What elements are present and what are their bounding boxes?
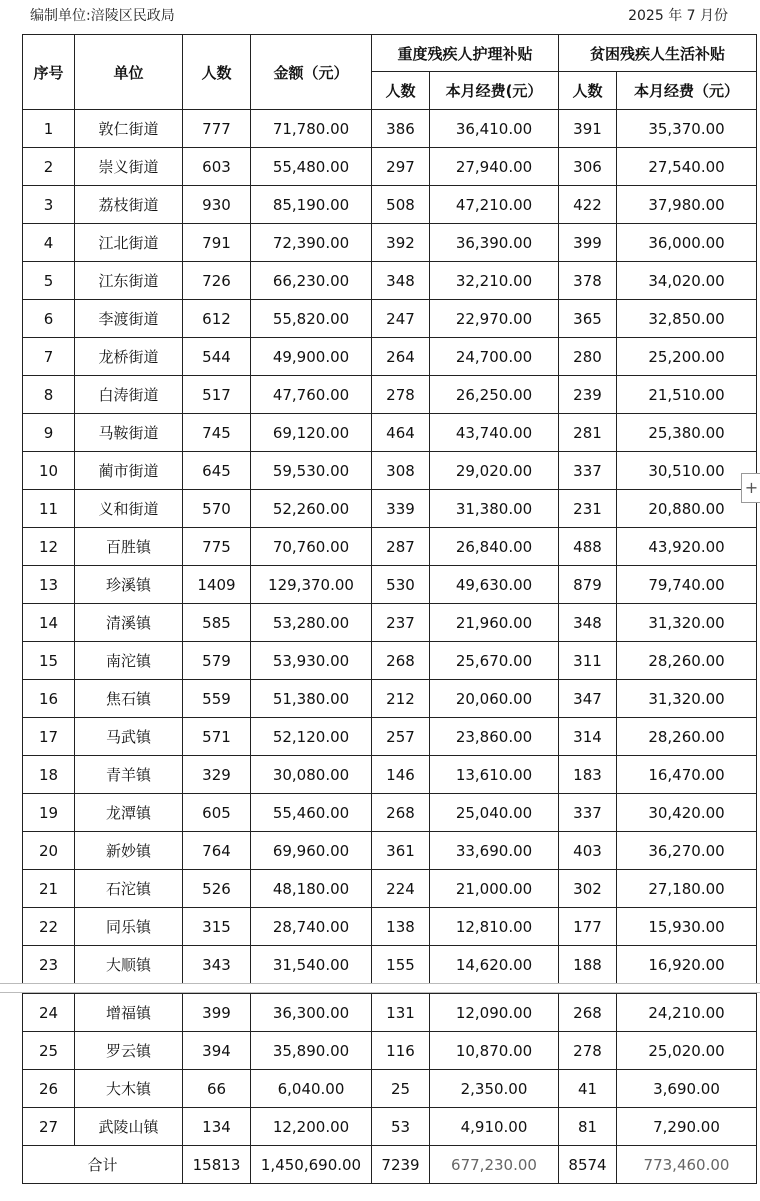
row-living-count: 278	[559, 1032, 617, 1070]
table-row	[23, 946, 757, 984]
row-seq: 23	[23, 946, 75, 984]
total-living-count: 8574	[559, 1146, 617, 1184]
table-row	[23, 604, 757, 642]
row-care-count: 116	[372, 1032, 430, 1070]
row-unit: 珍溪镇	[75, 566, 183, 604]
row-count: 66	[183, 1070, 251, 1108]
row-count: 791	[183, 224, 251, 262]
row-count: 612	[183, 300, 251, 338]
row-living-count: 422	[559, 186, 617, 224]
row-seq: 25	[23, 1032, 75, 1070]
row-care-cost: 43,740.00	[430, 414, 559, 452]
header-living-count: 人数	[559, 72, 617, 110]
row-care-cost: 20,060.00	[430, 680, 559, 718]
row-care-cost: 29,020.00	[430, 452, 559, 490]
table-row	[23, 300, 757, 338]
row-care-cost: 33,690.00	[430, 832, 559, 870]
row-living-cost: 37,980.00	[617, 186, 757, 224]
row-seq: 27	[23, 1108, 75, 1146]
table-row	[23, 680, 757, 718]
row-amount: 55,480.00	[251, 148, 372, 186]
row-care-count: 268	[372, 794, 430, 832]
page-break	[0, 983, 760, 993]
row-count: 645	[183, 452, 251, 490]
row-living-count: 41	[559, 1070, 617, 1108]
row-living-cost: 36,270.00	[617, 832, 757, 870]
row-living-count: 81	[559, 1108, 617, 1146]
header-care-count: 人数	[372, 72, 430, 110]
row-seq: 4	[23, 224, 75, 262]
row-amount: 52,120.00	[251, 718, 372, 756]
row-unit: 焦石镇	[75, 680, 183, 718]
header-living-subsidy: 贫困残疾人生活补贴	[559, 35, 757, 72]
row-living-cost: 20,880.00	[617, 490, 757, 528]
row-living-cost: 28,260.00	[617, 642, 757, 680]
row-care-cost: 25,040.00	[430, 794, 559, 832]
row-seq: 18	[23, 756, 75, 794]
row-living-count: 399	[559, 224, 617, 262]
row-living-count: 311	[559, 642, 617, 680]
row-care-cost: 21,000.00	[430, 870, 559, 908]
row-seq: 17	[23, 718, 75, 756]
row-living-count: 183	[559, 756, 617, 794]
table-row	[23, 832, 757, 870]
row-seq: 22	[23, 908, 75, 946]
row-unit: 江东街道	[75, 262, 183, 300]
row-seq: 8	[23, 376, 75, 414]
total-row	[23, 1146, 757, 1184]
row-care-cost: 26,250.00	[430, 376, 559, 414]
row-living-count: 365	[559, 300, 617, 338]
total-care-cost: 677,230.00	[430, 1146, 559, 1184]
row-living-cost: 27,180.00	[617, 870, 757, 908]
row-care-count: 268	[372, 642, 430, 680]
row-unit: 增福镇	[75, 994, 183, 1032]
row-amount: 36,300.00	[251, 994, 372, 1032]
row-seq: 15	[23, 642, 75, 680]
row-unit: 龙潭镇	[75, 794, 183, 832]
row-amount: 72,390.00	[251, 224, 372, 262]
row-amount: 31,540.00	[251, 946, 372, 984]
row-count: 571	[183, 718, 251, 756]
table-row	[23, 224, 757, 262]
row-count: 1409	[183, 566, 251, 604]
table-row	[23, 908, 757, 946]
row-count: 526	[183, 870, 251, 908]
row-amount: 70,760.00	[251, 528, 372, 566]
row-count: 343	[183, 946, 251, 984]
row-count: 775	[183, 528, 251, 566]
subsidy-table	[22, 34, 757, 984]
row-amount: 12,200.00	[251, 1108, 372, 1146]
row-count: 585	[183, 604, 251, 642]
row-living-count: 347	[559, 680, 617, 718]
row-living-count: 391	[559, 110, 617, 148]
row-amount: 71,780.00	[251, 110, 372, 148]
row-unit: 罗云镇	[75, 1032, 183, 1070]
row-living-count: 348	[559, 604, 617, 642]
row-care-cost: 2,350.00	[430, 1070, 559, 1108]
compiling-unit: 编制单位:涪陵区民政局	[30, 8, 175, 24]
row-care-cost: 31,380.00	[430, 490, 559, 528]
row-amount: 53,280.00	[251, 604, 372, 642]
row-care-count: 392	[372, 224, 430, 262]
table-row	[23, 148, 757, 186]
row-amount: 55,820.00	[251, 300, 372, 338]
row-count: 134	[183, 1108, 251, 1146]
header-count: 人数	[183, 35, 251, 110]
row-living-count: 306	[559, 148, 617, 186]
row-living-cost: 31,320.00	[617, 680, 757, 718]
row-unit: 大顺镇	[75, 946, 183, 984]
row-care-count: 247	[372, 300, 430, 338]
row-living-count: 337	[559, 794, 617, 832]
subsidy-table-continued	[22, 993, 757, 1184]
table-row	[23, 870, 757, 908]
row-amount: 55,460.00	[251, 794, 372, 832]
row-care-cost: 47,210.00	[430, 186, 559, 224]
row-seq: 12	[23, 528, 75, 566]
row-amount: 51,380.00	[251, 680, 372, 718]
row-living-count: 280	[559, 338, 617, 376]
table-row	[23, 794, 757, 832]
row-living-cost: 36,000.00	[617, 224, 757, 262]
row-amount: 6,040.00	[251, 1070, 372, 1108]
row-care-cost: 23,860.00	[430, 718, 559, 756]
row-unit: 百胜镇	[75, 528, 183, 566]
row-care-count: 308	[372, 452, 430, 490]
row-care-cost: 24,700.00	[430, 338, 559, 376]
table-row	[23, 528, 757, 566]
row-care-count: 508	[372, 186, 430, 224]
row-seq: 3	[23, 186, 75, 224]
table-row	[23, 1070, 757, 1108]
row-unit: 大木镇	[75, 1070, 183, 1108]
table-row	[23, 262, 757, 300]
row-unit: 新妙镇	[75, 832, 183, 870]
header-amount: 金额（元）	[251, 35, 372, 110]
row-living-cost: 31,320.00	[617, 604, 757, 642]
row-seq: 21	[23, 870, 75, 908]
row-amount: 47,760.00	[251, 376, 372, 414]
row-seq: 24	[23, 994, 75, 1032]
row-unit: 石沱镇	[75, 870, 183, 908]
row-amount: 30,080.00	[251, 756, 372, 794]
row-care-cost: 13,610.00	[430, 756, 559, 794]
row-unit: 李渡街道	[75, 300, 183, 338]
row-unit: 蔺市街道	[75, 452, 183, 490]
row-living-cost: 27,540.00	[617, 148, 757, 186]
row-care-count: 348	[372, 262, 430, 300]
row-care-count: 25	[372, 1070, 430, 1108]
row-living-count: 239	[559, 376, 617, 414]
table-row	[23, 338, 757, 376]
row-amount: 69,120.00	[251, 414, 372, 452]
row-care-count: 464	[372, 414, 430, 452]
table-row	[23, 994, 757, 1032]
row-care-cost: 21,960.00	[430, 604, 559, 642]
table-row	[23, 642, 757, 680]
row-care-count: 361	[372, 832, 430, 870]
row-count: 777	[183, 110, 251, 148]
row-care-count: 278	[372, 376, 430, 414]
row-count: 745	[183, 414, 251, 452]
row-care-cost: 27,940.00	[430, 148, 559, 186]
row-living-count: 302	[559, 870, 617, 908]
row-unit: 白涛街道	[75, 376, 183, 414]
row-seq: 14	[23, 604, 75, 642]
row-count: 544	[183, 338, 251, 376]
row-living-count: 337	[559, 452, 617, 490]
row-living-cost: 21,510.00	[617, 376, 757, 414]
row-seq: 6	[23, 300, 75, 338]
row-care-cost: 36,390.00	[430, 224, 559, 262]
row-living-count: 231	[559, 490, 617, 528]
row-care-cost: 12,810.00	[430, 908, 559, 946]
row-living-cost: 79,740.00	[617, 566, 757, 604]
row-count: 570	[183, 490, 251, 528]
row-seq: 20	[23, 832, 75, 870]
row-seq: 9	[23, 414, 75, 452]
total-count: 15813	[183, 1146, 251, 1184]
table-row	[23, 756, 757, 794]
row-living-count: 177	[559, 908, 617, 946]
row-care-count: 530	[372, 566, 430, 604]
table-row	[23, 186, 757, 224]
table-row	[23, 110, 757, 148]
row-living-cost: 43,920.00	[617, 528, 757, 566]
row-living-cost: 34,020.00	[617, 262, 757, 300]
row-amount: 48,180.00	[251, 870, 372, 908]
row-care-cost: 36,410.00	[430, 110, 559, 148]
row-count: 764	[183, 832, 251, 870]
row-amount: 49,900.00	[251, 338, 372, 376]
row-care-count: 386	[372, 110, 430, 148]
row-care-count: 257	[372, 718, 430, 756]
row-care-cost: 25,670.00	[430, 642, 559, 680]
table-row	[23, 1108, 757, 1146]
row-living-count: 378	[559, 262, 617, 300]
row-amount: 53,930.00	[251, 642, 372, 680]
header-unit: 单位	[75, 35, 183, 110]
row-unit: 马武镇	[75, 718, 183, 756]
table-row	[23, 1032, 757, 1070]
row-seq: 19	[23, 794, 75, 832]
table-row	[23, 414, 757, 452]
row-care-count: 138	[372, 908, 430, 946]
table-row	[23, 490, 757, 528]
row-care-cost: 10,870.00	[430, 1032, 559, 1070]
row-living-cost: 32,850.00	[617, 300, 757, 338]
row-count: 726	[183, 262, 251, 300]
row-care-count: 297	[372, 148, 430, 186]
row-amount: 129,370.00	[251, 566, 372, 604]
row-count: 930	[183, 186, 251, 224]
row-count: 559	[183, 680, 251, 718]
row-living-cost: 30,420.00	[617, 794, 757, 832]
row-care-cost: 14,620.00	[430, 946, 559, 984]
row-seq: 2	[23, 148, 75, 186]
row-living-count: 281	[559, 414, 617, 452]
row-seq: 16	[23, 680, 75, 718]
row-amount: 28,740.00	[251, 908, 372, 946]
row-care-count: 146	[372, 756, 430, 794]
row-living-count: 268	[559, 994, 617, 1032]
row-amount: 59,530.00	[251, 452, 372, 490]
row-count: 605	[183, 794, 251, 832]
row-living-cost: 25,020.00	[617, 1032, 757, 1070]
row-care-cost: 4,910.00	[430, 1108, 559, 1146]
row-living-count: 188	[559, 946, 617, 984]
total-living-cost: 773,460.00	[617, 1146, 757, 1184]
row-living-count: 879	[559, 566, 617, 604]
row-care-count: 224	[372, 870, 430, 908]
row-living-cost: 7,290.00	[617, 1108, 757, 1146]
row-count: 399	[183, 994, 251, 1032]
row-care-cost: 49,630.00	[430, 566, 559, 604]
row-unit: 龙桥街道	[75, 338, 183, 376]
row-count: 603	[183, 148, 251, 186]
row-care-count: 264	[372, 338, 430, 376]
row-seq: 5	[23, 262, 75, 300]
row-count: 579	[183, 642, 251, 680]
row-living-count: 314	[559, 718, 617, 756]
row-amount: 69,960.00	[251, 832, 372, 870]
row-care-count: 237	[372, 604, 430, 642]
row-care-count: 212	[372, 680, 430, 718]
row-care-cost: 12,090.00	[430, 994, 559, 1032]
table-row	[23, 452, 757, 490]
row-unit: 义和街道	[75, 490, 183, 528]
row-seq: 11	[23, 490, 75, 528]
row-seq: 26	[23, 1070, 75, 1108]
row-care-count: 53	[372, 1108, 430, 1146]
row-living-cost: 16,470.00	[617, 756, 757, 794]
row-amount: 66,230.00	[251, 262, 372, 300]
row-unit: 江北街道	[75, 224, 183, 262]
header-seq: 序号	[23, 35, 75, 110]
row-unit: 南沱镇	[75, 642, 183, 680]
row-living-count: 403	[559, 832, 617, 870]
row-unit: 同乐镇	[75, 908, 183, 946]
row-unit: 崇义街道	[75, 148, 183, 186]
row-seq: 1	[23, 110, 75, 148]
row-living-cost: 30,510.00	[617, 452, 757, 490]
row-seq: 10	[23, 452, 75, 490]
row-living-cost: 3,690.00	[617, 1070, 757, 1108]
row-living-cost: 35,370.00	[617, 110, 757, 148]
row-amount: 52,260.00	[251, 490, 372, 528]
row-care-cost: 32,210.00	[430, 262, 559, 300]
add-row-button[interactable]: +	[741, 473, 760, 503]
header-living-cost: 本月经费（元）	[617, 72, 757, 110]
row-count: 315	[183, 908, 251, 946]
row-unit: 青羊镇	[75, 756, 183, 794]
row-count: 394	[183, 1032, 251, 1070]
table-row	[23, 566, 757, 604]
row-care-count: 131	[372, 994, 430, 1032]
report-month: 2025 年 7 月份	[628, 8, 728, 24]
row-unit: 敦仁街道	[75, 110, 183, 148]
table-row	[23, 718, 757, 756]
row-living-cost: 24,210.00	[617, 994, 757, 1032]
row-living-count: 488	[559, 528, 617, 566]
row-living-cost: 25,200.00	[617, 338, 757, 376]
row-care-count: 155	[372, 946, 430, 984]
header-care-cost: 本月经费(元）	[430, 72, 559, 110]
row-living-cost: 28,260.00	[617, 718, 757, 756]
total-care-count: 7239	[372, 1146, 430, 1184]
row-living-cost: 15,930.00	[617, 908, 757, 946]
row-amount: 35,890.00	[251, 1032, 372, 1070]
row-unit: 荔枝街道	[75, 186, 183, 224]
row-seq: 13	[23, 566, 75, 604]
total-amount: 1,450,690.00	[251, 1146, 372, 1184]
table-row	[23, 376, 757, 414]
row-amount: 85,190.00	[251, 186, 372, 224]
row-count: 329	[183, 756, 251, 794]
row-care-cost: 26,840.00	[430, 528, 559, 566]
row-seq: 7	[23, 338, 75, 376]
row-care-count: 287	[372, 528, 430, 566]
row-care-count: 339	[372, 490, 430, 528]
header-care-subsidy: 重度残疾人护理补贴	[372, 35, 559, 72]
row-count: 517	[183, 376, 251, 414]
row-living-cost: 25,380.00	[617, 414, 757, 452]
row-unit: 清溪镇	[75, 604, 183, 642]
total-label: 合计	[23, 1146, 183, 1184]
row-unit: 马鞍街道	[75, 414, 183, 452]
row-living-cost: 16,920.00	[617, 946, 757, 984]
row-unit: 武陵山镇	[75, 1108, 183, 1146]
row-care-cost: 22,970.00	[430, 300, 559, 338]
